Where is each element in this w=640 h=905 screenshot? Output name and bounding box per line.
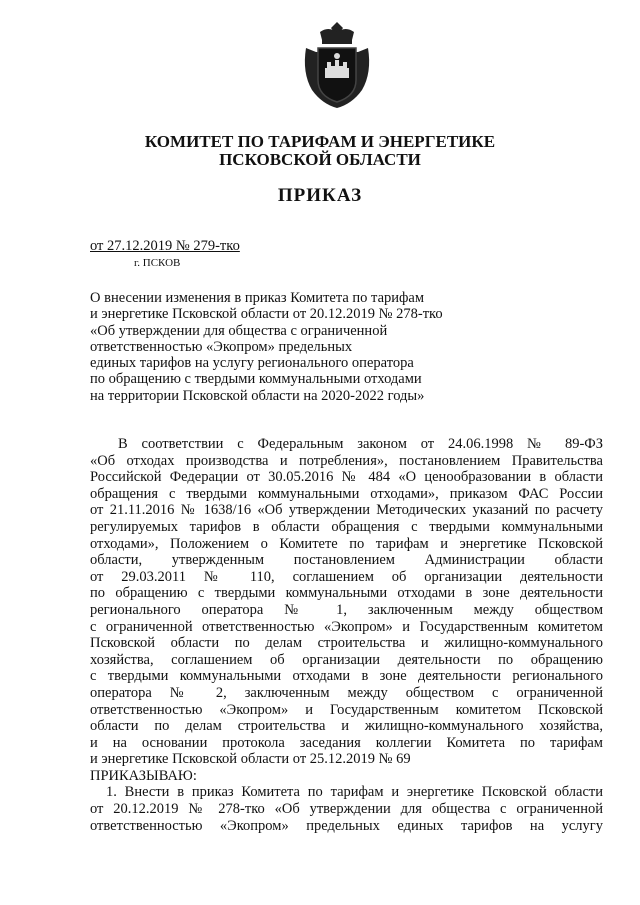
body-line: хозяйства, соглашением об организации деятельности по обращению	[90, 651, 603, 668]
body-line: «Об отходах производства и потребления», постановлением Правительства	[90, 452, 603, 469]
org-name-line1: КОМИТЕТ ПО ТАРИФАМ И ЭНЕРГЕТИКЕ	[144, 132, 496, 151]
org-name-line2: ПСКОВСКОЙ ОБЛАСТИ	[219, 150, 421, 169]
body-line: обращения с твердыми коммунальными отходами», приказом ФАС России	[90, 485, 603, 502]
document-number: от 27.12.2019 № 279-тко	[90, 238, 240, 254]
body-line: с ограниченной ответственностью «Экопром» и Государственным комитетом	[90, 618, 603, 635]
body-line: и энергетике Псковской области от 25.12.2019 № 69	[90, 751, 411, 768]
body-line: В соответствии с Федеральным законом от 24.06.1998 № 89-ФЗ	[118, 436, 603, 452]
body-line: оператора № 2, заключенным между обществом с ограниченной	[90, 684, 603, 701]
body-line: от 29.03.2011 № 110, соглашением об организации деятельности	[90, 568, 603, 585]
item1-line: от 20.12.2019 № 278-тко «Об утверждении для общества с ограниченной	[90, 801, 603, 818]
subject-line: «Об утверждении для общества с ограниченной	[90, 322, 388, 339]
coat-of-arms-emblem	[298, 18, 376, 110]
body-line: и на основании протокола заседания коллегии Комитета по тарифам	[90, 734, 603, 751]
document-city: г. ПСКОВ	[134, 257, 181, 269]
body-line: регулируемых тарифов в области обращения с твердыми коммунальными	[90, 518, 603, 535]
subject-line: ответственностью «Экопром» предельных	[90, 338, 353, 355]
body-line: области по делам строительства и жилищно-коммунального хозяйства,	[90, 718, 603, 735]
body-line: регионального оператора № 1, заключенным между обществом	[90, 601, 603, 618]
subject-line: по обращению с твердыми коммунальными отходами	[90, 371, 422, 388]
subject-line: на территории Псковской области на 2020-2022 годы»	[90, 387, 425, 404]
body-line: области, утвержденным постановлением Администрации области	[90, 552, 603, 569]
body-line: от 21.11.2016 № 1638/16 «Об утверждении Методических указаний по расчету	[90, 502, 603, 519]
document-body	[90, 436, 603, 834]
body-line: отходами», Положением о Комитете по тарифам и энергетике Псковской	[90, 535, 603, 552]
item1-line: 1. Внести в приказ Комитета по тарифам и энергетике Псковской области	[106, 784, 603, 801]
body-line: Псковской области по делам строительства и жилищно-коммунального	[90, 635, 603, 652]
body-line: с твердыми коммунальными отходами в зоне деятельности регионального	[90, 668, 603, 685]
body-line: ответственностью «Экопром» и Государственным комитетом Псковской	[90, 701, 603, 718]
document-title: ПРИКАЗ	[277, 185, 363, 206]
subject-block	[90, 290, 490, 404]
body-line: Российской Федерации от 30.05.2016 № 484 «О ценообразовании в области	[90, 469, 603, 486]
body-line: по обращению с твердыми коммунальными отходами в зоне деятельности	[90, 585, 603, 602]
item1-line: ответственностью «Экопром» предельных единых тарифов на услугу	[90, 817, 603, 834]
subject-line: и энергетике Псковской области от 20.12.2019 № 278-тко	[90, 306, 443, 323]
subject-line: О внесении изменения в приказ Комитета по тарифам	[90, 290, 425, 306]
order-word: ПРИКАЗЫВАЮ:	[90, 767, 197, 784]
subject-line: единых тарифов на услугу регионального оператора	[90, 355, 414, 372]
